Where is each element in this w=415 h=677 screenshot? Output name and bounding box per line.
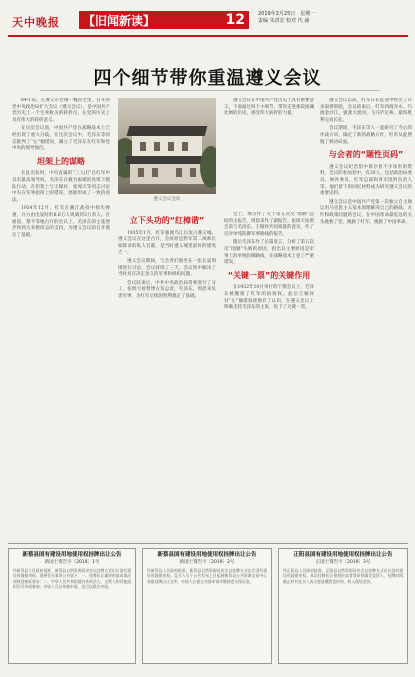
article-photo [118, 98, 216, 194]
paragraph: 遵义会议在中国共产党历史上具有重要意义，下面通过四个小细节，带你走进那段波澜壮阔的历史，感受伟大转折的力量。 [224, 98, 314, 117]
paragraph: 随后毛泽东作了长篇发言，分析了第五次反“围剿”失败的原因，指出其主要原因是军事上的单纯防御路线，在战略战术上犯了严重错误。 [224, 240, 314, 266]
ad-body: 经新蔡县人民政府批准，新蔡县自然资源局决定以挂牌方式出让国有建设用地使用权。现将有关事项公告如下：一、挂牌出让地块的基本情况和规划指标要求；二、中华人民共和国境内外的法人、自然人和其他组织均可申请参加，申请人可以单独申请，也可以联合申请。 [13, 568, 131, 590]
ad-title: 正阳县国有建设用地使用权挂牌出让公告 [293, 552, 393, 558]
editor-credits: 责编 朱清宏 校对 代 涵 [258, 18, 310, 24]
section-title: 【旧闻新读】 [83, 13, 156, 28]
paragraph: 遵义会议期间，与会者们围坐在一张长桌周围进行讨论，会议持续了三天。会议集中解决了当时具有决定意义的军事和组织问题。 [118, 258, 216, 278]
subhead: 与会者的“题性页码” [328, 150, 404, 160]
paragraph: 遵义会议以前，红军在长征途中经历了许多艰难险阻，会议结束后，红军四渡赤水、巧渡金沙江、强渡大渡河、飞夺泸定桥，最终胜利完成长征。 [320, 98, 412, 123]
subhead: 坦架上的谋略 [37, 156, 85, 166]
paragraph: 在这次会议前，中国共产党在战略战术上已经出现了重大分歧。在这次会议中，毛泽东等同志批判了“左”倾错误，确立了毛泽东在红军和党中央的领导地位。 [12, 126, 110, 152]
page-headline: 四个细节带你重温遵义会议 [93, 68, 322, 89]
subhead: 立下头功的“红樟谐” [129, 216, 205, 225]
headline-rule [40, 90, 380, 91]
newspaper-brand: 天中晚报 [12, 16, 60, 29]
ad-body: 经正阳县人民政府批准，正阳县自然资源局决定以挂牌方式出让国有建设用地使用权。本次挂牌出让按照价高者得原则确定竞得人，挂牌时间截止时有竞买人表示愿意继续竞价的，转入现场竞价。 [283, 568, 403, 584]
paragraph: 遵义会议是中国共产党第一次独立自主地运用马克思主义基本原理解决自己的路线、方针和政策问题的会议，在中国革命最危急的关头挽救了党、挽救了红军、挽救了中国革命。 [320, 199, 412, 225]
masthead [0, 0, 415, 40]
ad-subtitle: 正国土资告字〔2019〕3号 [315, 560, 371, 565]
subhead: “关键一票”的关键作用 [227, 270, 311, 280]
ad-title: 新蔡县国有建设用地使用权挂牌出让公告 [157, 552, 257, 558]
ad-subtitle: 新国土资告字〔2019〕1号 [44, 560, 100, 565]
paragraph: 1934年12月，红军在湘江战役中损失惨重，兵力由出发时的8.6万人锐减到3万余人。在通道、黎平等地召开的会议上，毛泽东的主张逐步得到大多数同志的支持，为遵义会议的召开奠定了基础。 [12, 206, 110, 238]
paragraph: 会议结束后，中共中央政治局常委进行了分工，张闻天接替博古负总责，毛泽东、周恩来负责军事，为红军后续的胜利奠定了基础。 [118, 280, 216, 299]
ad-notice [278, 548, 408, 664]
ad-notice [142, 548, 272, 664]
ad-notice [8, 548, 136, 664]
paragraph: 在1932年10月举行的宁都会议上，毛泽东被撤销了红军的指挥权。此后王稼祥对“左”倾错误逐渐有了认识，在遵义会议上明确支持毛泽东的主张，投下了关键一票。 [224, 285, 314, 311]
paragraph: 会上，博古作了关于第五次反“围剿”总结的主报告，周恩来作了副报告。张闻天按照会前与毛泽东、王稼祥共同商量的意见，作了反对单纯防御军事路线的报告。 [224, 212, 314, 237]
paragraph: 会议期间，毛泽东等人一起研究了今后的作战方向，确定了新的战略方针，红军从此摆脱了被动局面。 [320, 126, 412, 145]
photo-caption: 遵义会议会址 [153, 197, 181, 202]
date-text: 2019年2月25日 星期一 [258, 11, 316, 17]
paragraph: 1935年1月，红军强渡乌江后攻占遵义城。遵义会议在这里召开，会址原是黔军第二师师长柏辉章的私人官邸，是当时遵义城里最好的建筑之一。 [118, 230, 216, 256]
article-column-3 [224, 212, 314, 537]
paragraph: 84年前，在遵义市老城一幢民宅里，召开的党中央政治局扩大会议（遵义会议），是中国共产党历史上一个生死攸关的转折点，在党的历史上具有伟大的转折意义。 [12, 98, 110, 123]
lead-paragraph-box [224, 98, 314, 206]
page-number: 12 [225, 12, 245, 28]
article-column-1 [12, 98, 110, 538]
ad-title: 新蔡县国有建设用地使用权挂牌出让公告 [22, 552, 122, 558]
paragraph: 长征出发时，中央直属的“三人团”在红军中具有最高领导权，毛泽东在极为艰难的处境下随队行动，在担架上与王稼祥、张闻天等同志讨论中央在军事指挥上的错误，逐渐形成了一致的看法。 [12, 171, 110, 203]
dateline [258, 11, 408, 25]
masthead-rule [8, 35, 408, 37]
section-bar [79, 11, 249, 29]
ad-body: 经新蔡县人民政府批准，新蔡县自然资源局决定以挂牌方式出让国有建设用地使用权。竞买人可于公告发布之日起到新蔡县公共资源交易中心获取挂牌出让文件，申请人应提交书面申请并缴纳竞买保证金。 [147, 568, 267, 584]
classified-ads [8, 543, 408, 668]
article-column-2 [118, 212, 216, 537]
paragraph: 遵义会议纪念馆中保存着不少珍贵的资料，会议的参加者中，有20人，包括政治局委员、候补委员，红军总部和各军团的负责人等，他们留下的回忆材料成为研究遵义会议的重要史料。 [320, 164, 412, 197]
ad-subtitle: 新国土资告字〔2019〕2号 [179, 560, 235, 565]
article-column-4 [320, 98, 412, 538]
